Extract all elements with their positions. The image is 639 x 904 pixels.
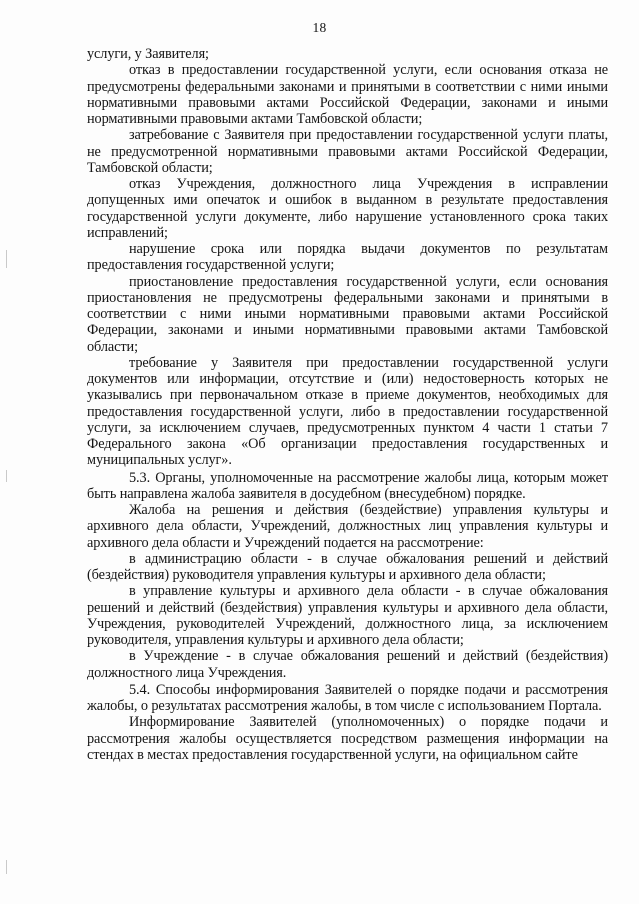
section-5-3-heading: 5.3. Органы, уполномоченные на рассмотрение жалобы лица, которым может быть направлена жалоба заявителя в досудебном (внесудебном) порядке.	[87, 469, 608, 502]
paragraph-regional-administration: в администрацию области - в случае обжалования решений и действий (бездействия) руководителя управления культуры и архивного дела области;	[87, 550, 608, 583]
page-number: 18	[312, 20, 327, 35]
paragraph-complaint-submission: Жалоба на решения и действия (бездействие) управления культуры и архивного дела области, Учреждений, должностных лиц управления культуры и архивного дела области и Учреждений подается на рассмотрение:	[87, 502, 608, 551]
paragraph-correction-refusal: отказ Учреждения, должностного лица Учреждения в исправлении допущенных ими опечаток и ошибок в выданном в результате предоставления государственной услуги документе, либо нарушение установленного срока таких исправлений;	[87, 176, 608, 241]
scan-artifact	[6, 470, 7, 482]
paragraph-continuation: услуги, у Заявителя;	[87, 46, 209, 62]
section-5-4-heading: 5.4. Способы информирования Заявителей о порядке подачи и рассмотрения жалобы, о результатах рассмотрения жалобы, в том числе с использованием Портала.	[87, 681, 608, 714]
scan-artifact	[6, 250, 7, 268]
paragraph-fee-demand: затребование с Заявителя при предоставлении государственной услуги платы, не предусмотренной нормативными правовыми актами Российской Федерации, Тамбовской области;	[87, 127, 608, 176]
paragraph-culture-department: в управление культуры и архивного дела области - в случае обжалования решений и действий (бездействия) управления культуры и архивного дела области, Учреждения, руководителей Учреждений, должностного лица, за исключением руководителя, управления культуры и архивного дела области;	[87, 583, 608, 648]
paragraph-document-demand: требование у Заявителя при предоставлении государственной услуги документов или информации, отсутствие и (или) недостоверность которых не указывались при первоначальном отказе в приеме документов, необходимых для предоставления государственной услуги, либо в предоставлении государственной услуги, за исключением случаев, предусмотренных пунктом 4 части 1 статьи 7 Федерального закона «Об организации предоставления государственных и муниципальных услуг».	[87, 354, 608, 469]
document-body	[87, 46, 608, 763]
paragraph-institution: в Учреждение - в случае обжалования решений и действий (бездействия) должностного лица Учреждения.	[87, 648, 608, 681]
paragraph-issuance-violation: нарушение срока или порядка выдачи документов по результатам предоставления государственной услуги;	[87, 241, 608, 274]
paragraph-suspension: приостановление предоставления государственной услуги, если основания приостановления не предусмотрены федеральными законами и принятыми в соответствии с ними иными нормативными правовыми актами Российской Федерации, законами и иными нормативными правовыми актами Тамбовской области;	[87, 273, 608, 355]
paragraph-informing: Информирование Заявителей (уполномоченных) о порядке подачи и рассмотрения жалобы осуществляется посредством размещения информации на стендах в местах предоставления государственной услуги, на официальном сайте	[87, 714, 608, 763]
scan-artifact	[6, 860, 7, 874]
paragraph-refusal: отказ в предоставлении государственной услуги, если основания отказа не предусмотрены федеральными законами и принятыми в соответствии с ними иными нормативными правовыми актами Российской Федерации, законами и иными нормативными правовыми актами Тамбовской области;	[87, 62, 608, 127]
